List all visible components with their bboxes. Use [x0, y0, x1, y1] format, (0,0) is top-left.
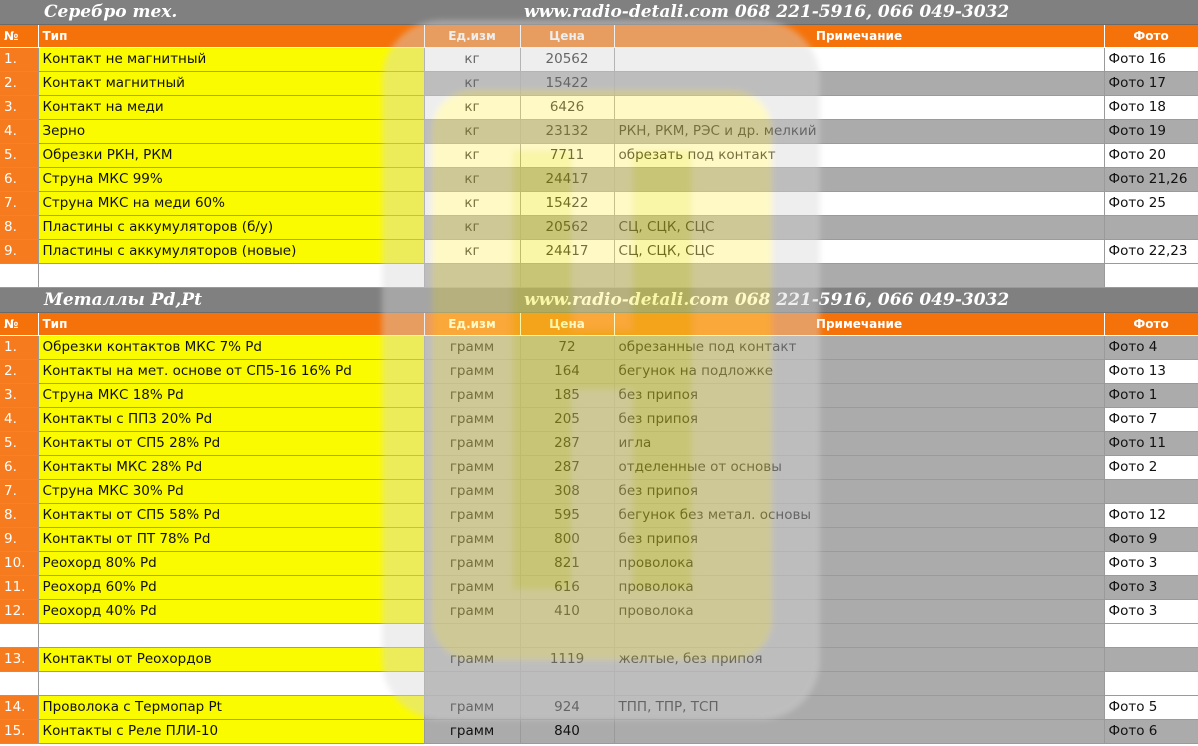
row-note: без припоя [614, 528, 1104, 552]
row-unit: грамм [424, 432, 520, 456]
row-price: 287 [520, 432, 614, 456]
row-number: 11. [0, 576, 38, 600]
header-photo: Фото [1104, 25, 1198, 48]
row-type: Контакты от Реохордов [38, 648, 424, 672]
row-photo: Фото 9 [1104, 528, 1198, 552]
section-title: Металлы Pd,Pt [0, 288, 520, 313]
column-header-row [0, 25, 1198, 48]
row-number: 7. [0, 192, 38, 216]
row-unit: грамм [424, 408, 520, 432]
table-row [0, 504, 1198, 528]
row-note: игла [614, 432, 1104, 456]
row-price: 410 [520, 600, 614, 624]
row-number: 4. [0, 120, 38, 144]
blank-row [0, 264, 1198, 288]
row-unit: грамм [424, 552, 520, 576]
table-row [0, 648, 1198, 672]
row-number: 13. [0, 648, 38, 672]
row-type: Контакты с Реле ПЛИ-10 [38, 720, 424, 744]
row-unit: грамм [424, 480, 520, 504]
row-unit: кг [424, 120, 520, 144]
row-note: отделенные от основы [614, 456, 1104, 480]
row-note: проволока [614, 576, 1104, 600]
contact-line: www.radio-detali.com 068 221-5916, 066 049-3032 [520, 0, 1198, 25]
table-row [0, 216, 1198, 240]
row-number: 8. [0, 216, 38, 240]
row-photo [1104, 648, 1198, 672]
row-number: 6. [0, 168, 38, 192]
header-num: № [0, 25, 38, 48]
row-photo: Фото 3 [1104, 576, 1198, 600]
row-photo: Фото 25 [1104, 192, 1198, 216]
table-row [0, 696, 1198, 720]
header-price: Цена [520, 313, 614, 336]
table-row [0, 432, 1198, 456]
row-price: 24417 [520, 168, 614, 192]
row-unit: грамм [424, 528, 520, 552]
row-type: Контакты от СП5 58% Pd [38, 504, 424, 528]
row-unit: грамм [424, 336, 520, 360]
table-row [0, 720, 1198, 744]
table-row [0, 144, 1198, 168]
row-type: Струна МКС 18% Pd [38, 384, 424, 408]
row-price: 840 [520, 720, 614, 744]
row-photo: Фото 3 [1104, 600, 1198, 624]
table-row [0, 72, 1198, 96]
row-type: Контакт на меди [38, 96, 424, 120]
row-type: Струна МКС на меди 60% [38, 192, 424, 216]
row-price: 308 [520, 480, 614, 504]
row-type: Обрезки РКН, РКМ [38, 144, 424, 168]
row-note [614, 72, 1104, 96]
row-unit: грамм [424, 600, 520, 624]
row-note: обрезанные под контакт [614, 336, 1104, 360]
row-unit: грамм [424, 720, 520, 744]
table-row [0, 600, 1198, 624]
table-row [0, 192, 1198, 216]
header-type: Тип [38, 25, 424, 48]
row-type: Струна МКС 99% [38, 168, 424, 192]
row-price: 72 [520, 336, 614, 360]
row-price: 20562 [520, 48, 614, 72]
row-price: 800 [520, 528, 614, 552]
row-note: бегунок без метал. основы [614, 504, 1104, 528]
table-row [0, 48, 1198, 72]
row-price: 185 [520, 384, 614, 408]
row-photo: Фото 16 [1104, 48, 1198, 72]
row-price: 1119 [520, 648, 614, 672]
table-row [0, 480, 1198, 504]
row-number: 7. [0, 480, 38, 504]
row-photo: Фото 12 [1104, 504, 1198, 528]
blank-row [0, 624, 1198, 648]
row-number: 1. [0, 336, 38, 360]
row-type: Контакты с ПП3 20% Pd [38, 408, 424, 432]
row-photo: Фото 6 [1104, 720, 1198, 744]
row-note: РКН, РКМ, РЭС и др. мелкий [614, 120, 1104, 144]
row-number: 2. [0, 360, 38, 384]
row-type: Струна МКС 30% Pd [38, 480, 424, 504]
row-photo [1104, 216, 1198, 240]
row-note [614, 192, 1104, 216]
row-type: Контакты МКС 28% Pd [38, 456, 424, 480]
row-type: Пластины с аккумуляторов (новые) [38, 240, 424, 264]
header-num: № [0, 313, 38, 336]
row-photo: Фото 22,23 [1104, 240, 1198, 264]
row-note [614, 48, 1104, 72]
row-note: обрезать под контакт [614, 144, 1104, 168]
table-row [0, 360, 1198, 384]
header-note: Примечание [614, 25, 1104, 48]
row-number: 12. [0, 600, 38, 624]
row-note: проволока [614, 552, 1104, 576]
row-price: 20562 [520, 216, 614, 240]
row-photo: Фото 11 [1104, 432, 1198, 456]
row-type: Проволока с Термопар Pt [38, 696, 424, 720]
row-note [614, 96, 1104, 120]
row-photo: Фото 3 [1104, 552, 1198, 576]
row-photo: Фото 21,26 [1104, 168, 1198, 192]
table-row [0, 408, 1198, 432]
contact-line: www.radio-detali.com 068 221-5916, 066 049-3032 [520, 288, 1198, 313]
row-price: 15422 [520, 192, 614, 216]
row-unit: грамм [424, 384, 520, 408]
row-type: Реохорд 80% Pd [38, 552, 424, 576]
row-photo: Фото 1 [1104, 384, 1198, 408]
row-note: СЦ, СЦК, СЦС [614, 240, 1104, 264]
row-type: Контакт магнитный [38, 72, 424, 96]
row-number: 6. [0, 456, 38, 480]
table-row [0, 576, 1198, 600]
header-unit: Ед.изм [424, 313, 520, 336]
row-unit: грамм [424, 696, 520, 720]
row-number: 4. [0, 408, 38, 432]
row-unit: кг [424, 168, 520, 192]
row-unit: кг [424, 144, 520, 168]
column-header-row [0, 313, 1198, 336]
row-type: Контакты от ПТ 78% Pd [38, 528, 424, 552]
row-photo [1104, 480, 1198, 504]
header-price: Цена [520, 25, 614, 48]
row-photo: Фото 7 [1104, 408, 1198, 432]
row-photo: Фото 18 [1104, 96, 1198, 120]
row-number: 9. [0, 240, 38, 264]
table-row [0, 384, 1198, 408]
row-photo: Фото 4 [1104, 336, 1198, 360]
row-unit: грамм [424, 360, 520, 384]
row-type: Обрезки контактов МКС 7% Pd [38, 336, 424, 360]
row-price: 821 [520, 552, 614, 576]
header-unit: Ед.изм [424, 25, 520, 48]
row-photo: Фото 19 [1104, 120, 1198, 144]
table-row [0, 528, 1198, 552]
row-unit: грамм [424, 456, 520, 480]
header-note: Примечание [614, 313, 1104, 336]
row-unit: кг [424, 72, 520, 96]
row-number: 14. [0, 696, 38, 720]
table-row [0, 552, 1198, 576]
row-photo: Фото 20 [1104, 144, 1198, 168]
row-note: проволока [614, 600, 1104, 624]
row-number: 3. [0, 96, 38, 120]
row-price: 6426 [520, 96, 614, 120]
table-row [0, 456, 1198, 480]
table-row [0, 168, 1198, 192]
row-price: 616 [520, 576, 614, 600]
row-price: 164 [520, 360, 614, 384]
row-type: Зерно [38, 120, 424, 144]
row-note: без припоя [614, 384, 1104, 408]
row-note: СЦ, СЦК, СЦС [614, 216, 1104, 240]
row-unit: грамм [424, 648, 520, 672]
row-price: 924 [520, 696, 614, 720]
row-unit: кг [424, 240, 520, 264]
row-note [614, 168, 1104, 192]
blank-row [0, 672, 1198, 696]
row-number: 3. [0, 384, 38, 408]
table-row [0, 336, 1198, 360]
row-note: ТПП, ТПР, ТСП [614, 696, 1104, 720]
row-number: 5. [0, 432, 38, 456]
row-price: 23132 [520, 120, 614, 144]
row-note: бегунок на подложке [614, 360, 1104, 384]
section-title: Серебро тех. [0, 0, 520, 25]
row-price: 595 [520, 504, 614, 528]
row-note: без припоя [614, 480, 1104, 504]
row-unit: грамм [424, 576, 520, 600]
row-unit: грамм [424, 504, 520, 528]
row-note [614, 720, 1104, 744]
row-number: 15. [0, 720, 38, 744]
row-number: 9. [0, 528, 38, 552]
row-number: 8. [0, 504, 38, 528]
row-type: Контакты на мет. основе от СП5-16 16% Pd [38, 360, 424, 384]
row-number: 10. [0, 552, 38, 576]
header-photo: Фото [1104, 313, 1198, 336]
table-row [0, 240, 1198, 264]
row-note: желтые, без припоя [614, 648, 1104, 672]
row-price: 24417 [520, 240, 614, 264]
row-type: Реохорд 40% Pd [38, 600, 424, 624]
row-unit: кг [424, 192, 520, 216]
row-number: 1. [0, 48, 38, 72]
table-row [0, 96, 1198, 120]
row-price: 287 [520, 456, 614, 480]
section-title-row [0, 288, 1198, 313]
row-unit: кг [424, 216, 520, 240]
row-unit: кг [424, 96, 520, 120]
row-note: без припоя [614, 408, 1104, 432]
row-price: 205 [520, 408, 614, 432]
row-photo: Фото 5 [1104, 696, 1198, 720]
header-type: Тип [38, 313, 424, 336]
section-title-row [0, 0, 1198, 25]
row-photo: Фото 17 [1104, 72, 1198, 96]
row-type: Контакт не магнитный [38, 48, 424, 72]
row-price: 15422 [520, 72, 614, 96]
row-number: 2. [0, 72, 38, 96]
row-price: 7711 [520, 144, 614, 168]
row-type: Пластины с аккумуляторов (б/у) [38, 216, 424, 240]
row-type: Контакты от СП5 28% Pd [38, 432, 424, 456]
row-unit: кг [424, 48, 520, 72]
row-number: 5. [0, 144, 38, 168]
row-photo: Фото 13 [1104, 360, 1198, 384]
table-row [0, 120, 1198, 144]
row-type: Реохорд 60% Pd [38, 576, 424, 600]
row-photo: Фото 2 [1104, 456, 1198, 480]
